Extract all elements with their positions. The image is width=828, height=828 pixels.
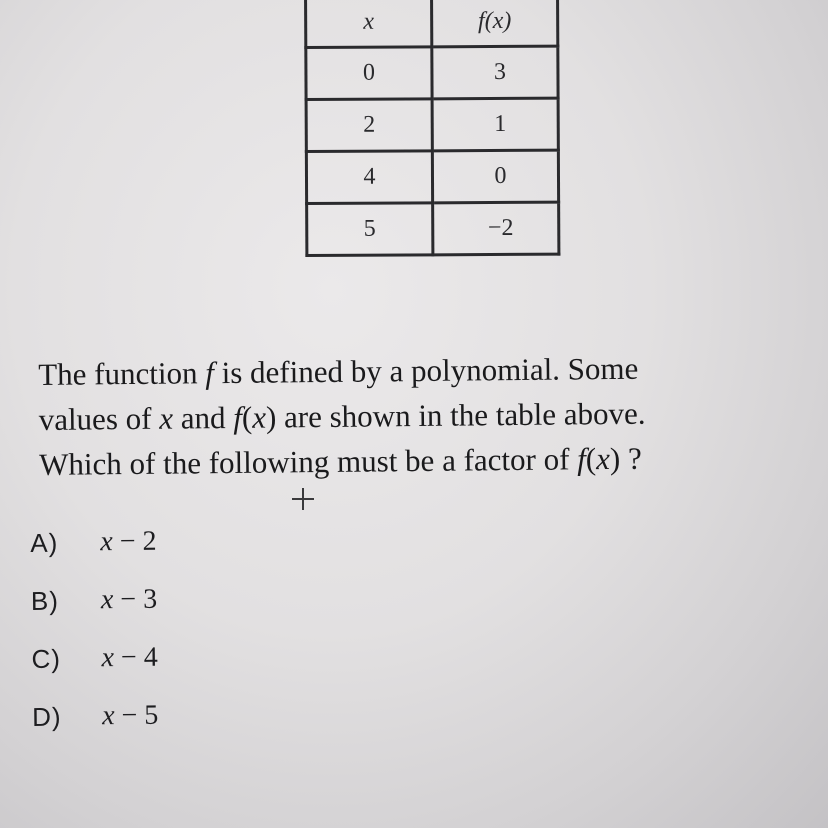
cell-x: 4	[306, 151, 432, 204]
header-x: x	[306, 0, 432, 47]
cell-x: 2	[306, 99, 432, 152]
choice-c[interactable]	[31, 629, 158, 688]
crosshair-cursor-icon	[292, 488, 314, 510]
cell-fx: 3	[432, 46, 558, 99]
table-row	[306, 150, 558, 203]
cell-x: 0	[306, 47, 432, 100]
table-row	[306, 46, 558, 99]
question-line-1: The function f is defined by a polynomial. Some	[38, 350, 639, 392]
header-fx: f(x)	[432, 0, 558, 47]
cell-fx: 1	[432, 98, 558, 151]
choice-expression: x − 5	[101, 699, 159, 732]
question-line-2: values of x and f(x) are shown in the table above.	[38, 395, 646, 437]
values-table	[304, 0, 560, 257]
choice-a[interactable]	[30, 513, 157, 572]
question-line-3: Which of the following must be a factor of f(x) ?	[38, 440, 642, 482]
choice-b[interactable]	[31, 571, 158, 630]
cell-fx: −2	[433, 202, 559, 255]
table-row	[306, 98, 558, 151]
choice-d[interactable]	[32, 687, 159, 746]
choice-letter: A)	[30, 527, 59, 558]
table-row	[307, 202, 559, 255]
choice-letter: D)	[31, 701, 62, 732]
choice-letter: C)	[31, 643, 62, 674]
question-text	[38, 344, 819, 487]
cell-x: 5	[307, 203, 433, 256]
choice-expression: x − 3	[100, 583, 158, 616]
choice-expression: x − 4	[101, 641, 158, 674]
answer-choices	[30, 513, 159, 746]
table-header-row	[306, 0, 558, 47]
choice-letter: B)	[30, 585, 60, 616]
choice-expression: x − 2	[100, 525, 157, 558]
cell-fx: 0	[432, 150, 558, 203]
